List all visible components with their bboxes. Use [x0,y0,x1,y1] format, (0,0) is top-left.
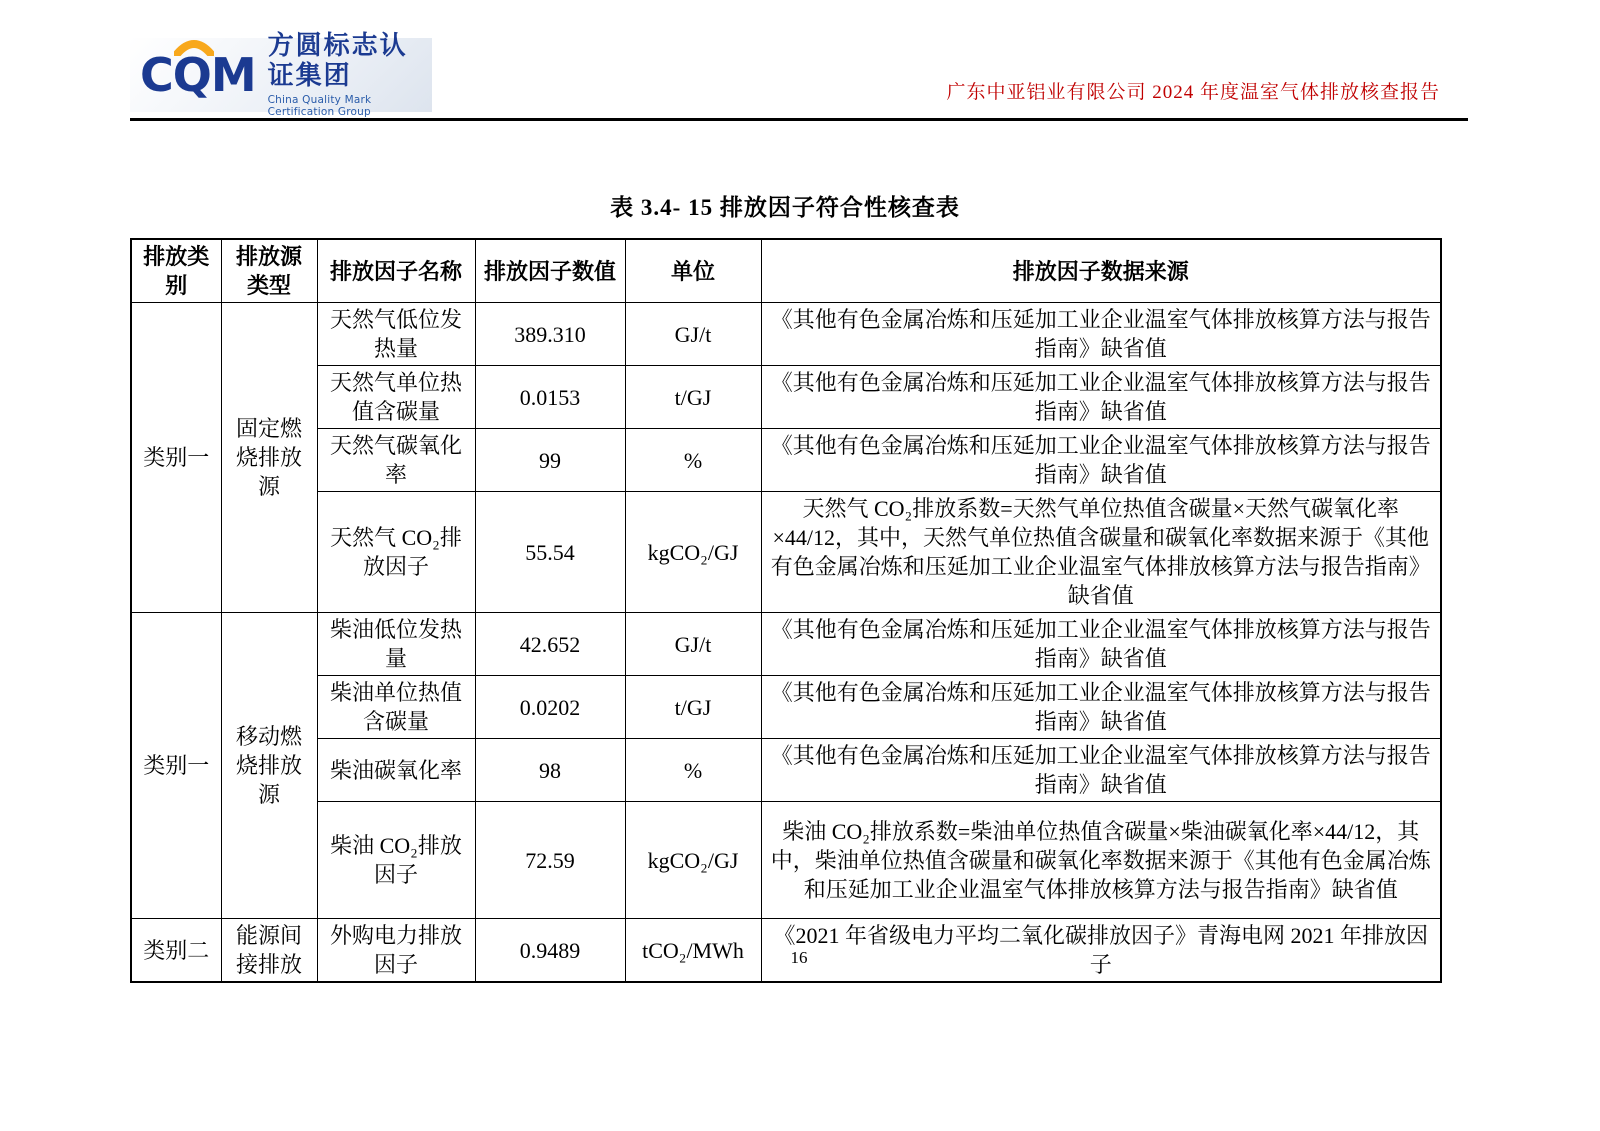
source-type-cell: 固定燃烧排放源 [221,303,317,613]
unit-cell: kgCO₂/GJ [625,802,761,919]
factor-name-cell: 天然气单位热值含碳量 [317,366,475,429]
factor-value-cell: 99 [475,429,625,492]
cqm-logo-letters [140,48,256,102]
data-source-cell: 《2021 年省级电力平均二氧化碳排放因子》青海电网 2021 年排放因子 [761,919,1441,983]
data-source-cell: 《其他有色金属冶炼和压延加工业企业温室气体排放核算方法与报告指南》缺省值 [761,613,1441,676]
factor-value-cell: 0.0153 [475,366,625,429]
factor-value-cell: 98 [475,739,625,802]
table-row [131,613,1441,676]
factor-name-cell: 柴油单位热值含碳量 [317,676,475,739]
col-header-factor-value: 排放因子数值 [475,239,625,303]
unit-cell: GJ/t [625,303,761,366]
table-header-row [131,239,1441,303]
logo-acronym: CQM [140,48,256,102]
data-source-cell: 《其他有色金属冶炼和压延加工业企业温室气体排放核算方法与报告指南》缺省值 [761,303,1441,366]
factor-name-cell: 天然气碳氧化率 [317,429,475,492]
cqm-logo [130,31,432,118]
table-caption: 表 3.4- 15 排放因子符合性核查表 [610,195,960,220]
page-header [130,0,1468,121]
report-page [130,0,1468,983]
data-source-cell: 柴油 CO₂排放系数=柴油单位热值含碳量×柴油碳氧化率×44/12，其中，柴油单位热值含碳量和碳氧化率数据来源于《其他有色金属冶炼和压延加工业企业温室气体排放核算方法与报告指南》缺省值 [761,802,1441,919]
col-header-factor-name: 排放因子名称 [317,239,475,303]
category-cell: 类别一 [131,303,221,613]
factor-value-cell: 0.0202 [475,676,625,739]
logo-brand-cn: 方圆标志认证集团 [267,31,408,91]
source-type-cell: 能源间接排放 [221,919,317,983]
unit-cell: kgCO₂/GJ [625,492,761,613]
unit-cell: t/GJ [625,676,761,739]
source-type-cell: 移动燃烧排放源 [221,613,317,919]
page-number: 16 [790,948,808,967]
col-header-unit: 单位 [625,239,761,303]
factor-value-cell: 55.54 [475,492,625,613]
category-cell: 类别二 [131,919,221,983]
unit-cell: tCO₂/MWh [625,919,761,983]
logo-text-block [268,32,432,118]
unit-cell: % [625,739,761,802]
factor-name-cell: 天然气低位发热量 [317,303,475,366]
table-row [131,303,1441,366]
data-source-cell: 《其他有色金属冶炼和压延加工业企业温室气体排放核算方法与报告指南》缺省值 [761,366,1441,429]
category-cell: 类别一 [131,613,221,919]
col-header-data-source: 排放因子数据来源 [761,239,1441,303]
factor-value-cell: 72.59 [475,802,625,919]
table-row [131,366,1441,429]
factor-value-cell: 389.310 [475,303,625,366]
unit-cell: % [625,429,761,492]
col-header-category: 排放类别 [131,239,221,303]
data-source-cell: 《其他有色金属冶炼和压延加工业企业温室气体排放核算方法与报告指南》缺省值 [761,739,1441,802]
emission-factor-table [130,238,1442,983]
factor-name-cell: 柴油碳氧化率 [317,739,475,802]
factor-name-cell: 柴油 CO₂排放因子 [317,802,475,919]
logo-arc-icon [174,40,214,56]
factor-name-cell: 天然气 CO₂排放因子 [317,492,475,613]
factor-value-cell: 0.9489 [475,919,625,983]
table-row [131,492,1441,613]
table-row [131,676,1441,739]
factor-name-cell: 外购电力排放因子 [317,919,475,983]
table-row [131,429,1441,492]
table-row [131,802,1441,919]
logo-brand-en: China Quality Mark Certification Group [267,93,372,118]
report-header-title: 广东中亚铝业有限公司 2024 年度温室气体排放核查报告 [946,82,1440,103]
unit-cell: t/GJ [625,366,761,429]
data-source-cell: 天然气 CO₂排放系数=天然气单位热值含碳量×天然气碳氧化率×44/12，其中，天然气单位热值含碳量和碳氧化率数据来源于《其他有色金属冶炼和压延加工业企业温室气体排放核算方法与报告指南》缺省值 [761,492,1441,613]
table-row [131,739,1441,802]
data-source-cell: 《其他有色金属冶炼和压延加工业企业温室气体排放核算方法与报告指南》缺省值 [761,676,1441,739]
data-source-cell: 《其他有色金属冶炼和压延加工业企业温室气体排放核算方法与报告指南》缺省值 [761,429,1441,492]
col-header-source-type: 排放源类型 [221,239,317,303]
factor-name-cell: 柴油低位发热量 [317,613,475,676]
unit-cell: GJ/t [625,613,761,676]
factor-value-cell: 42.652 [475,613,625,676]
